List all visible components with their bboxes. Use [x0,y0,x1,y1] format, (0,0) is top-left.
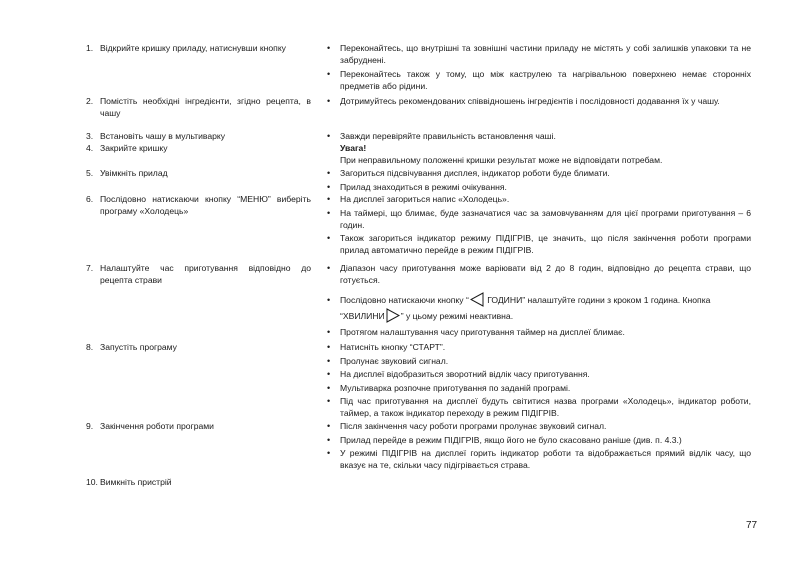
triangle-right-icon [386,308,400,323]
bullet-icon: • [327,43,331,53]
warning-title: Увага! [340,143,367,153]
step-text: Послідовно натискаючи кнопку “МЕНЮ” виберіть програму «Холодець» [100,194,311,216]
step-6 [86,193,311,217]
step-text: Вимкніть пристрій [100,477,172,487]
step-number: 1. [86,43,94,53]
step-number: 2. [86,96,94,106]
note-item: • На таймері, що блимає, буде зазначатися час за замовчуванням для цієї програми приготування – 6 годин. [327,207,751,230]
bullet-icon: • [327,448,331,458]
note-item: • Діапазон часу приготування може варіювати від 2 до 8 годин, відповідно до рецепта страви, що готується. [327,263,751,285]
step-number: 10. [86,477,98,487]
bullet-icon: • [327,233,331,243]
note-item: • Також загориться індикатор режиму ПІДІГРІВ, це значить, що після закінчення роботи програми прилад автоматично перейде в режим ПІДІГРІВ. [327,233,751,255]
step-number: 7. [86,263,94,273]
note-item: • Загориться підсвічування дисплея, індикатор роботи буде блимати. [327,168,610,178]
bullet-icon: • [327,434,331,445]
note-item: • У режимі ПІДІГРІВ на дисплеї горить індикатор роботи та відображається прямий відлік часу, що вказує на те, скільки часу підігрівається страва. [327,448,751,470]
step-text: Встановіть чашу в мультиварку [100,131,226,141]
step-2-notes [327,95,751,109]
bullet-icon: • [327,342,331,352]
note-item: • На дисплеї загориться напис «Холодець». [327,194,510,204]
note-item: • Мультиварка розпочне приготування по заданій програмі. [327,382,571,393]
step-number: 4. [86,143,94,153]
step-text: Запустіть програму [100,342,177,352]
note-item: • Послідовно натискаючи кнопку “ ГОДИНИ” налаштуйте години з кроком 1 година. Кнопка “ХВИЛИНИ ” у цьому режимі неактивна. [327,292,751,324]
bullet-icon: • [327,263,331,273]
step-6-notes [327,193,751,258]
step-text: Помістіть необхідні інгредієнти, згідно рецепта, в чашу [100,96,311,118]
step-1 [86,42,311,54]
note-item: • На дисплеї відобразиться зворотний відлік часу приготування. [327,369,590,379]
step-1-notes [327,42,751,93]
bullet-icon: • [327,396,331,406]
step-3-notes [327,130,751,166]
bullet-icon: • [327,131,331,141]
step-text: Відкрийте кришку приладу, натиснувши кнопку [100,43,286,53]
note-item: • Завжди перевіряйте правильність встановлення чаші. [327,131,556,141]
step-7 [86,262,311,286]
note-item: • Під час приготування на дисплеї будуть світитися назва програми «Холодець», індикатор роботи, таймер, а також індикатор переходу в режим ПІДІГРІВ. [327,396,751,418]
note-item: • Натисніть кнопку “СТАРТ”. [327,342,446,352]
note-item: • Дотримуйтесь рекомендованих співвідношень інгредієнтів і послідовності додавання їх у чашу. [327,96,720,106]
step-4 [86,142,311,154]
bullet-icon: • [327,96,331,106]
step-text: Закрийте кришку [100,143,168,153]
page-number: 77 [746,520,758,531]
step-2 [86,95,311,119]
step-text: Увімкніть прилад [100,168,168,178]
bullet-icon: • [327,168,331,178]
step-8-notes [327,341,751,421]
step-9 [86,420,311,432]
step-text: Налаштуйте час приготування відповідно до рецепта страви [100,263,311,285]
note-item: • Після закінчення часу роботи програми пролунає звуковий сигнал. [327,421,607,431]
bullet-icon: • [327,181,331,192]
step-number: 8. [86,342,94,352]
note-item: • Протягом налаштування часу приготування таймер на дисплеї блимає. [327,326,625,337]
step-9-notes [327,420,751,473]
note-item: • Прилад знаходиться в режимі очікування. [327,181,507,192]
note-item: • Пролунає звуковий сигнал. [327,355,449,366]
step-number: 3. [86,131,94,141]
step-7-notes [327,262,751,339]
step-5 [86,167,311,179]
bullet-icon: • [327,295,331,305]
bullet-icon: • [327,355,331,366]
step-number: 6. [86,194,94,204]
note-item: • Прилад перейде в режим ПІДІГРІВ, якщо його не було скасовано раніше (див. п. 4.3.) [327,434,682,445]
note-item: • Переконайтесь, що внутрішні та зовнішні частини приладу не містять у собі залишків упаковки та не забруднені. [327,43,751,65]
step-number: 9. [86,421,94,431]
step-5-notes [327,167,751,194]
warning-text: При неправильному положенні кришки результат може не відповідати потребам. [340,155,663,165]
triangle-left-icon [470,292,484,307]
step-8 [86,341,311,353]
bullet-icon: • [327,421,331,431]
note-item: • Переконайтесь також у тому, що між каструлею та нагрівальною поверхнею немає сторонніх предметів або рідини. [327,68,751,91]
bullet-icon: • [327,369,331,379]
step-10 [86,476,311,488]
step-text: Закінчення роботи програми [100,421,214,431]
bullet-icon: • [327,207,331,218]
bullet-icon: • [327,382,331,393]
bullet-icon: • [327,326,331,337]
step-number: 5. [86,168,94,178]
step-3 [86,130,311,142]
bullet-icon: • [327,194,331,204]
bullet-icon: • [327,68,331,79]
